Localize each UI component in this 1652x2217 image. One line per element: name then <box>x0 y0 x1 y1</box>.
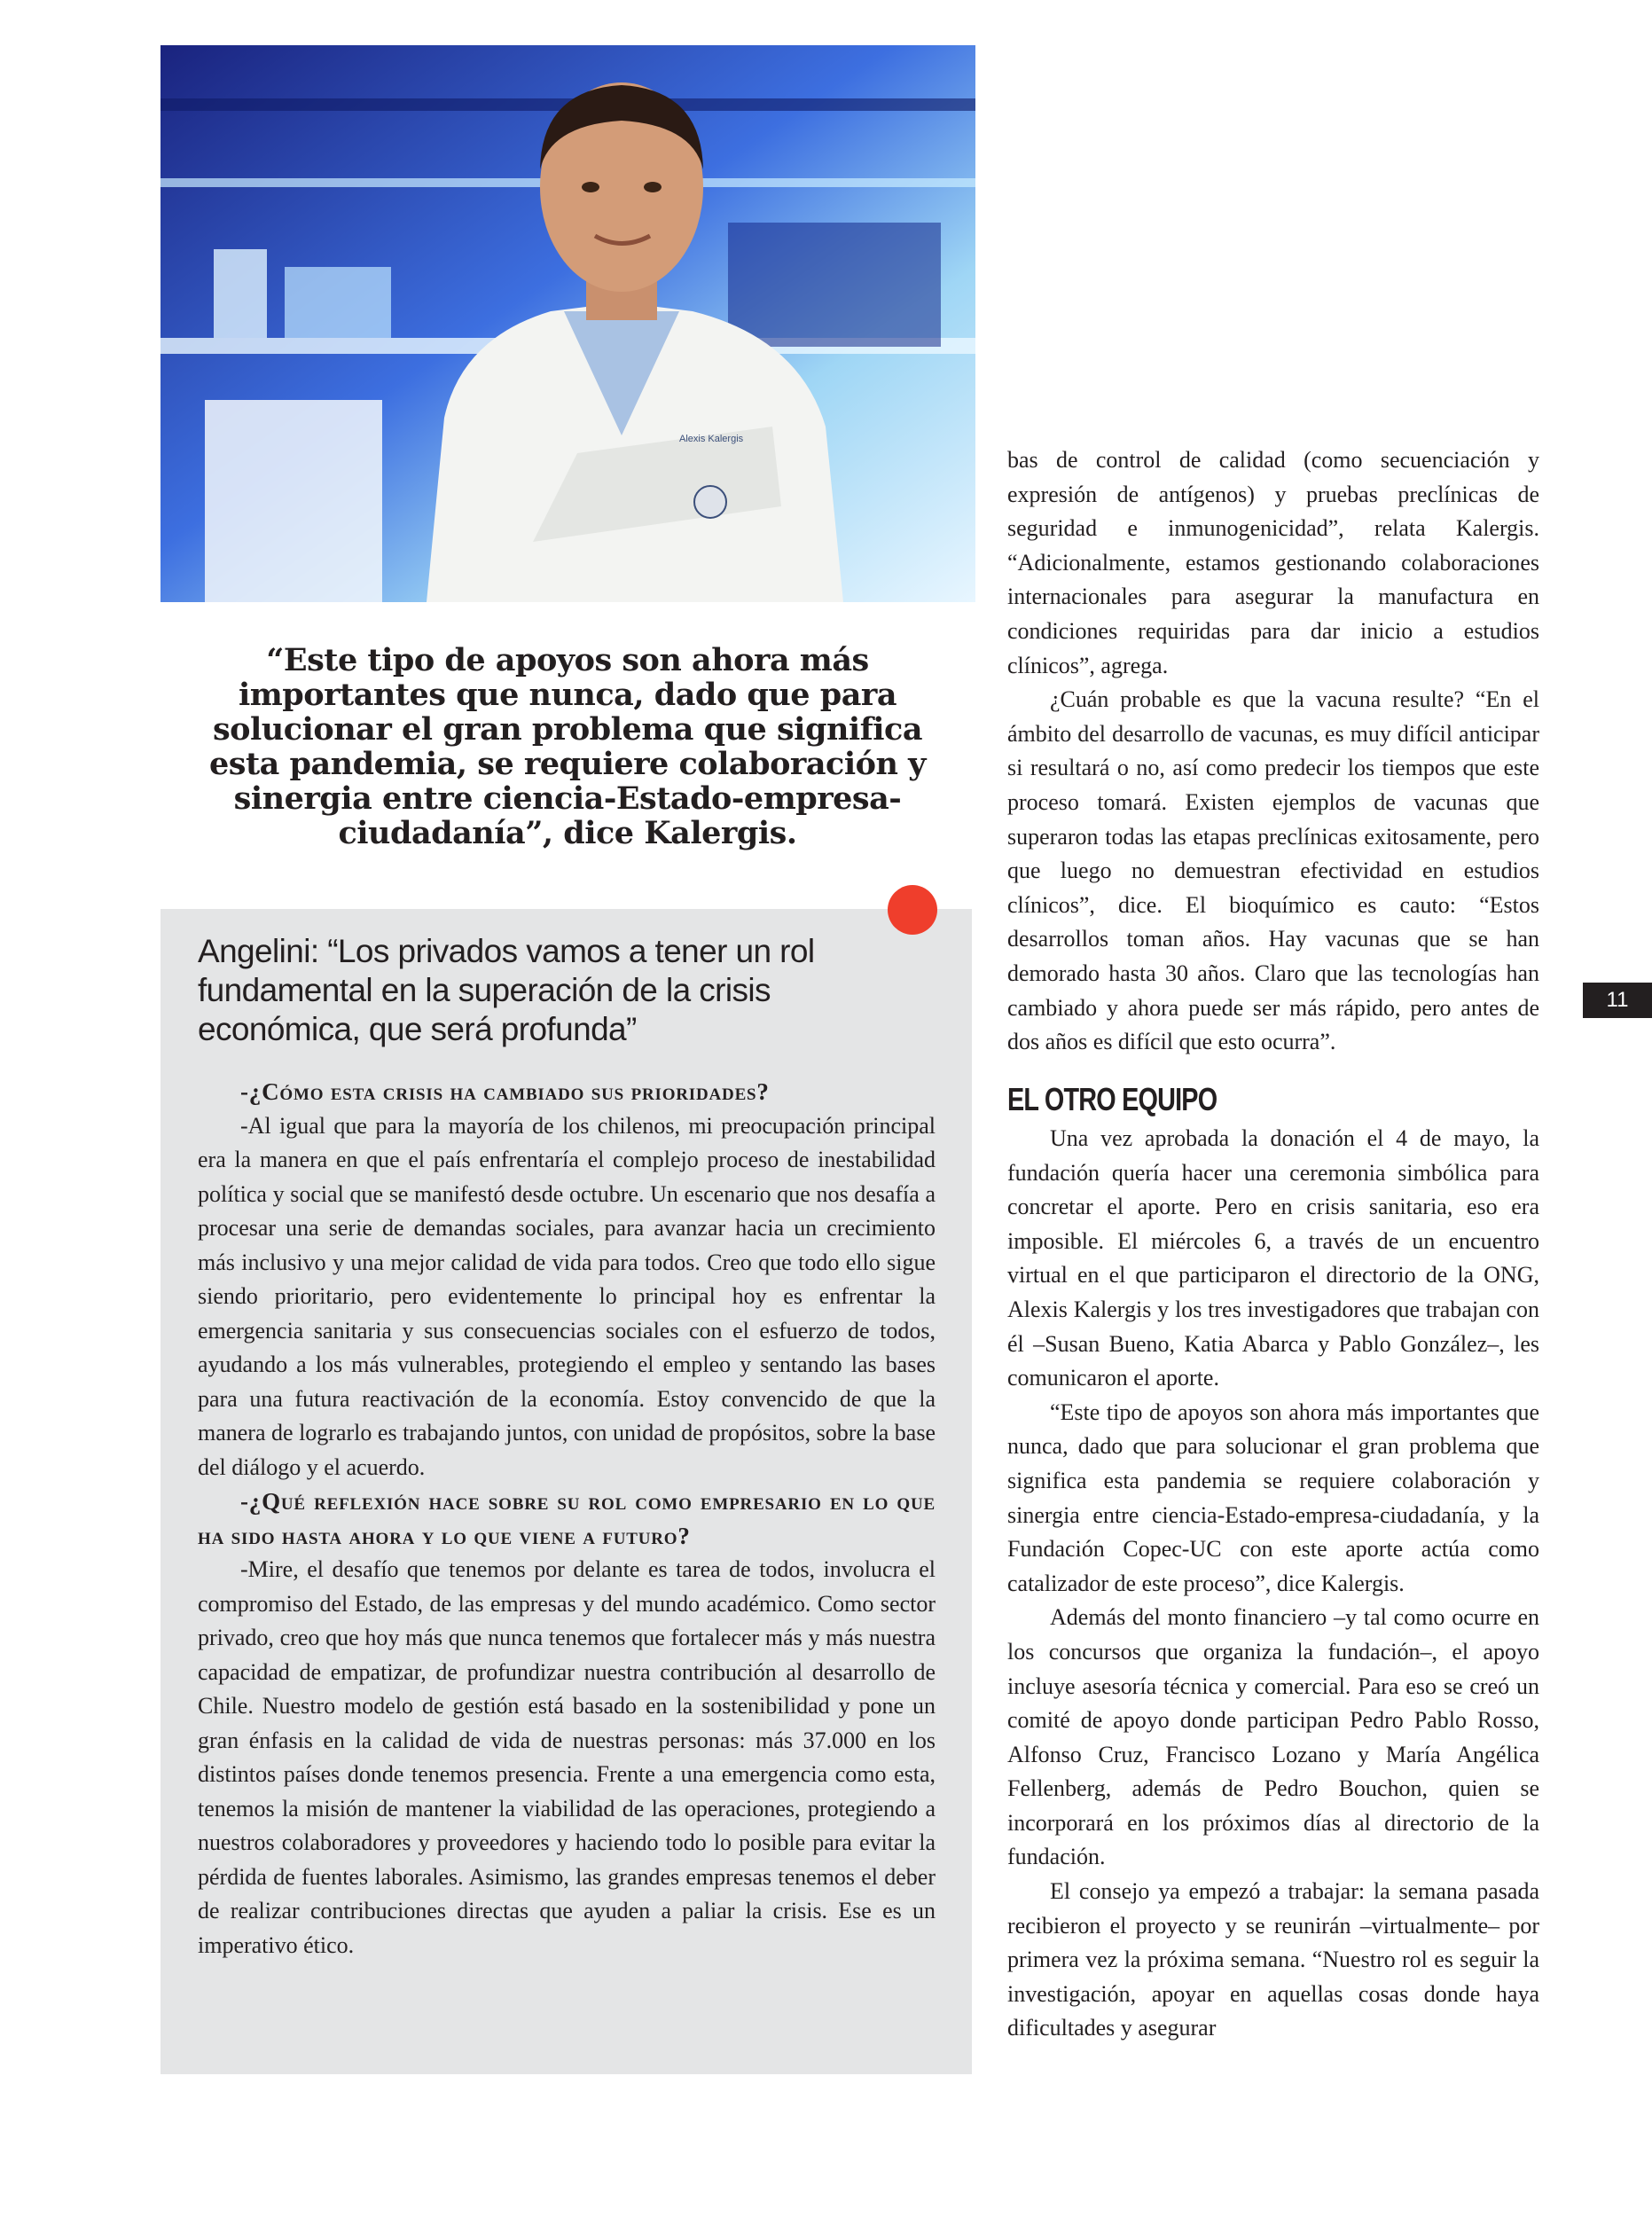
portrait-illustration <box>161 45 975 602</box>
interview-answer-2: -Mire, el desafío que tenemos por delante es tarea de todos, involucra el compromiso del Estado, de las empresas y del mundo académico. Como sector privado, creo que hoy más que nunca tenemos que fortalecer más y más nuestra capacidad de empatizar, de profundizar nuestra contribución al desarrollo de Chile. Nuestro modelo de gestión está basado en la sostenibilidad y pone un gran énfasis en la calidad de vida de nuestras personas: más 37.000 en los distintos países donde tenemos presencia. Frente a una emergencia como esta, tenemos la misión de mantener la viabilidad de las operaciones, protegiendo a nuestros colaboradores y proveedores y haciendo todo lo posible para evitar la pérdida de fuentes laborales. Asimismo, las grandes empresas tenemos el deber de realizar contribuciones directas que ayuden a paliar la crisis. Ese es un imperativo ético. <box>198 1556 936 1958</box>
body-paragraph-4: “Este tipo de apoyos son ahora más importantes que nunca, dado que para solucionar el gran problema que significa esta pandemia se requiere colaboración y sinergia entre ciencia-Estado-empresa-ciudadanía, y la Fundación Copec-UC con este aporte actúa como catalizador de este proceso”, dice Kalergis. <box>1007 1398 1539 1596</box>
interview-answer-1: -Al igual que para la mayoría de los chilenos, mi preocupación principal era la manera en que el país enfrentaría el complejo proceso de inestabilidad política y social que se manifestó desde octubre. Un escenario que nos desafía a procesar una serie de demandas sociales, para avanzar hacia un crecimiento más inclusivo y una mejor calidad de vida para todos. Creo que todo ello sigue siendo prioritario, pero evidentemente lo principal hoy es enfrentar la emergencia sanitaria y sus consecuencias sociales con el esfuerzo de todos, ayudando a los más vulnerables, protegiendo el empleo y sentando las bases para una futura reactivación de la economía. Estoy convencido de que la manera de lograrlo es trabajando juntos, con unidad de propósitos, sobre la base del diálogo y el acuerdo. <box>198 1112 936 1480</box>
right-column-top <box>1007 443 1539 1060</box>
lab-portrait-photo <box>161 45 975 602</box>
sidebar-title: Angelini: “Los privados vamos a tener un rol fundamental en la superación de la crisis económica, que será profunda” <box>198 933 815 1047</box>
body-paragraph-5: Además del monto financiero –y tal como ocurre en los concursos que organiza la fundación–, el apoyo incluye asesoría técnica y comercial. Para eso se creó un comité de apoyo donde participan Pedro Pablo Rosso, Alfonso Cruz, Francisco Lozano y María Angélica Fellenberg, además de Pedro Bouchon, quien se incorporará en los próximos días al directorio de la fundación. <box>1007 1604 1539 1870</box>
right-column-bottom <box>1007 1122 1539 2046</box>
interview-question-2: -¿Qué reflexión hace sobre su rol como empresario en lo que ha sido hasta ahora y lo que viene a futuro? <box>198 1488 936 1549</box>
body-paragraph-2: ¿Cuán probable es que la vacuna resulte? “En el ámbito del desarrollo de vacunas, es muy difícil anticipar si resultará o no, así como predecir los tiempos que este proceso tomará. Existen ejemplos de vacunas que superaron todas las etapas preclínicas exitosamente, pero que luego no demuestran efectividad en estudios clínicos”, dice. El bioquímico es cauto: “Estos desarrollos toman años. Hay vacunas que se han demorado hasta 30 años. Claro que las tecnologías han cambiado y ahora puede ser más rápido, pero antes de dos años es difícil que esto ocurra”. <box>1007 686 1539 1055</box>
interview-question-1: -¿Cómo esta crisis ha cambiado sus prioridades? <box>240 1078 770 1105</box>
page-number: 11 <box>1583 983 1652 1018</box>
red-dot-marker <box>888 885 937 935</box>
coat-name-label: Alexis Kalergis <box>679 434 744 444</box>
section-heading: EL OTRO EQUIPO <box>1007 1081 1217 1117</box>
sidebar-interview-text <box>198 1075 936 1962</box>
body-paragraph-6: El consejo ya empezó a trabajar: la semana pasada recibieron el proyecto y se reunirán –virtualmente– por primera vez la próxima semana. “Nuestro rol es seguir la investigación, apoyar en aquellas cosas donde haya dificultades y asegurar <box>1007 1878 1539 2041</box>
body-paragraph-3: Una vez aprobada la donación el 4 de mayo, la fundación quería hacer una ceremonia simbólica para concretar el aporte. Pero en crisis sanitaria, eso era imposible. El miércoles 6, a través de un encuentro virtual en el que participaron el directorio de la ONG, Alexis Kalergis y los tres investigadores que trabajan con él –Susan Bueno, Katia Abarca y Pablo González–, les comunicaron el aporte. <box>1007 1125 1539 1391</box>
pull-quote: “Este tipo de apoyos son ahora más importantes que nunca, dado que para solucionar el gran problema que significa esta pandemia, se requiere colaboración y sinergia entre ciencia-Estado-empresa-ciudadanía”, dice Kalergis. <box>209 642 926 851</box>
body-paragraph-1: bas de control de calidad (como secuenciación y expresión de antígenos) y pruebas preclínicas de seguridad e inmunogenicidad”, relata Kalergis. “Adicionalmente, estamos gestionando colaboraciones internacionales para asegurar la manufactura en condiciones requiridas para dar inicio a estudios clínicos”, agrega. <box>1007 447 1539 678</box>
